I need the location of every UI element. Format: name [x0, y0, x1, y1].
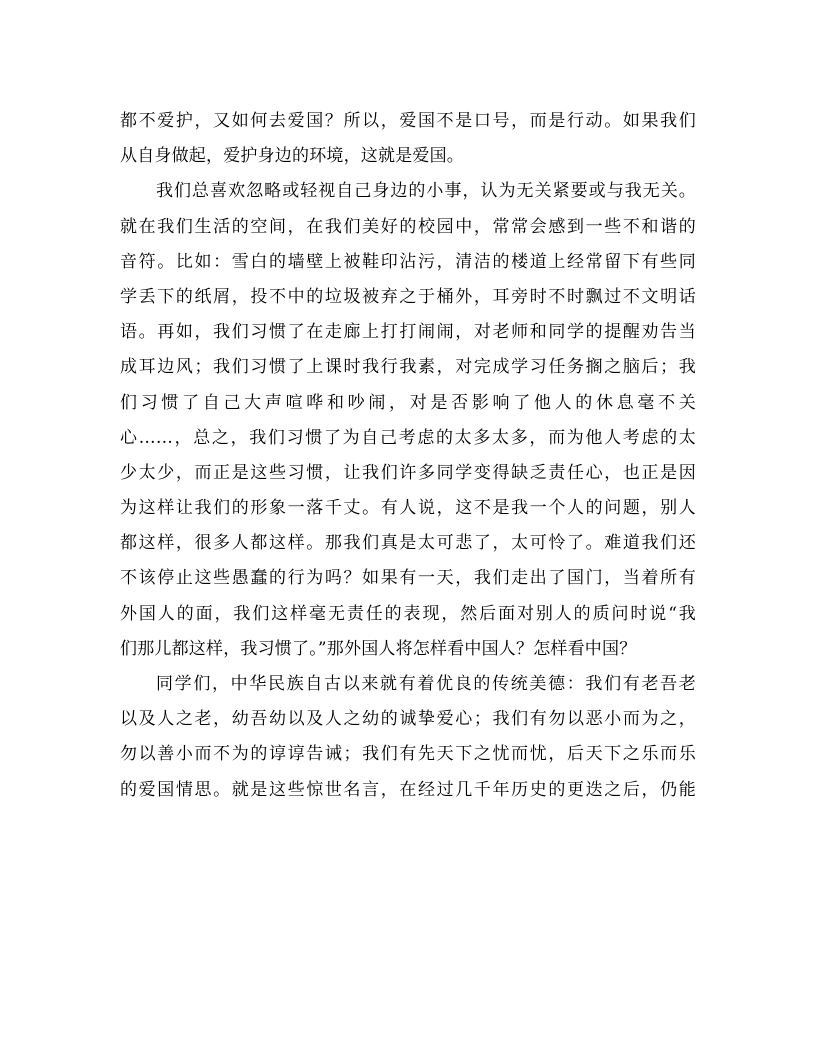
text-line: 们习惯了自己大声喧哗和吵闹，对是否影响了他人的休息毫不关 [120, 392, 696, 413]
text-line: 同学们，中华民族自古以来就有着优良的传统美德：我们有老吾老 [156, 674, 696, 694]
text-line: 勿以善小而不为的谆谆告诫；我们有先天下之忧而忧，后天下之乐而乐 [120, 744, 696, 765]
text-line: 成耳边风；我们习惯了上课时我行我素，对完成学习任务搁之脑后；我 [120, 357, 696, 378]
text-line: 就在我们生活的空间，在我们美好的校园中，常常会感到一些不和谐的 [120, 216, 696, 237]
text-line: 的爱国情思。就是这些惊世名言，在经过几千年历史的更迭之后，仍能 [120, 779, 696, 800]
text-line: 不该停止这些愚蠢的行为吗？如果有一天，我们走出了国门，当着所有 [120, 568, 696, 589]
text-line: 语。再如，我们习惯了在走廊上打打闹闹，对老师和同学的提醒劝告当 [120, 322, 696, 343]
text-line: 都不爱护，又如何去爱国？所以，爱国不是口号，而是行动。如果我们 [120, 111, 696, 131]
text-line: 少太少，而正是这些习惯，让我们许多同学变得缺乏责任心，也正是因 [120, 462, 696, 483]
text-line: 为这样让我们的形象一落千丈。有人说，这不是我一个人的问题，别人 [120, 498, 696, 519]
text-line: 音符。比如：雪白的墙壁上被鞋印沾污，清洁的楼道上经常留下有些同 [120, 251, 696, 272]
text-line: 我们总喜欢忽略或轻视自己身边的小事，认为无关紧要或与我无关。 [156, 181, 696, 202]
text-line: 以及人之老，幼吾幼以及人之幼的诚挚爱心；我们有勿以恶小而为之， [120, 709, 696, 730]
text-line: 们那儿都这样，我习惯了。”那外国人将怎样看中国人？怎样看中国？ [120, 638, 637, 659]
body-text [120, 104, 696, 808]
text-line: 学丢下的纸屑，投不中的垃圾被弃之于桶外，耳旁时不时飘过不文明话 [120, 286, 696, 307]
text-line: 外国人的面，我们这样毫无责任的表现，然后面对别人的质问时说“我 [120, 603, 696, 624]
text-line: 心……，总之，我们习惯了为自己考虑的太多太多，而为他人考虑的太 [120, 427, 696, 448]
text-line: 从自身做起，爱护身边的环境，这就是爱国。 [120, 146, 464, 167]
text-line: 都这样，很多人都这样。那我们真是太可悲了，太可怜了。难道我们还 [120, 533, 696, 554]
